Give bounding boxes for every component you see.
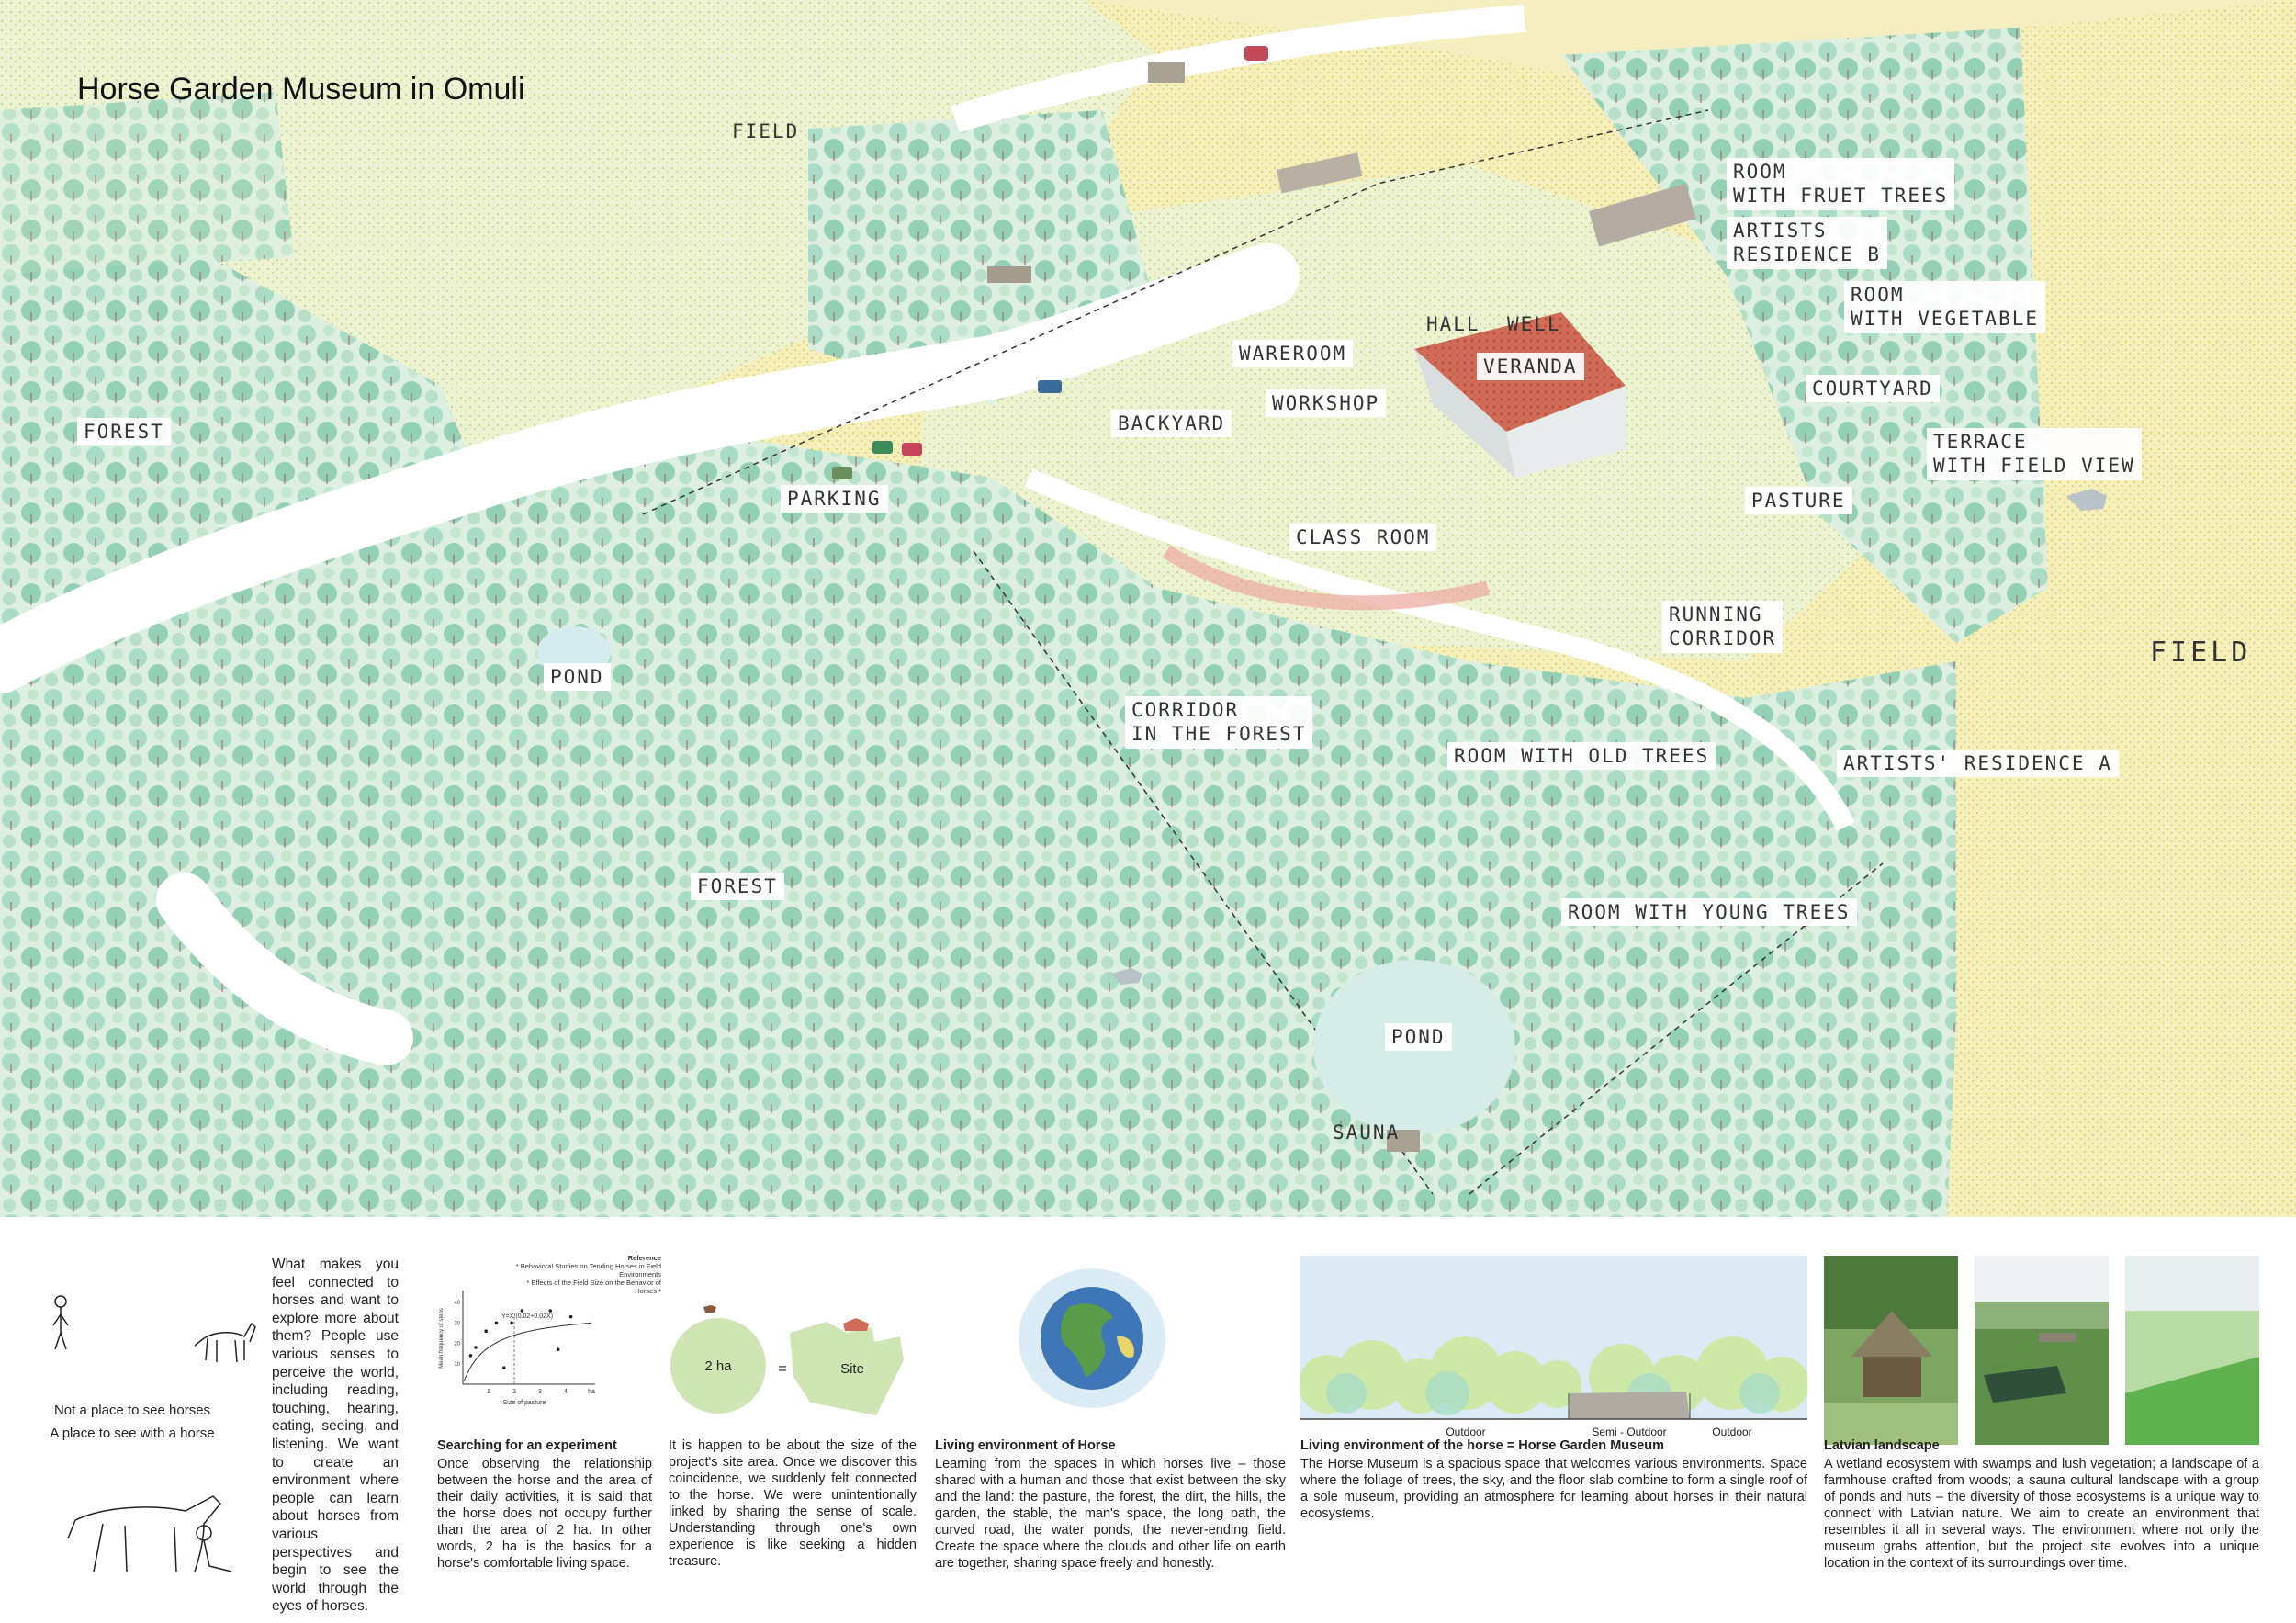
chart-formula: Y=X/(0.02+0.02X) <box>501 1313 554 1320</box>
eq-right: Site <box>840 1361 864 1377</box>
chart-xtick: 1 <box>487 1389 490 1395</box>
living-block <box>935 1437 1286 1572</box>
reference-title: Reference <box>627 1254 661 1262</box>
photo-fields <box>2125 1256 2259 1445</box>
chart-ylabel: Mean frequency of steps <box>439 1308 445 1369</box>
photo-sauna-hut <box>1824 1256 1958 1445</box>
experiment-heading: Searching for an experiment <box>437 1438 617 1453</box>
chart-point <box>548 1309 552 1313</box>
label-courtyard: COURTYARD <box>1806 375 1940 402</box>
label-veranda: VERANDA <box>1477 353 1584 380</box>
chart-xtick: 4 <box>564 1389 568 1395</box>
label-field-top: FIELD <box>732 120 800 142</box>
section-body: The Horse Museum is a spacious space that welcomes various environments. Space where the foliage of trees, the sky, and the floor slab combine to form a single roof of a sole museum, providing an atmosphere for learning about horses in their natural ecosystems. <box>1300 1457 1807 1521</box>
person-horse-sketch <box>37 1291 257 1392</box>
section-heading: Living environment of the horse = Horse Garden Museum <box>1300 1438 1665 1453</box>
label-hall: HALL <box>1426 313 1480 335</box>
experiment-body: Once observing the relationship between the horse and the area of their daily activities, it is said that the horse does not occupy further than the area of 2 ha. In other words, 2 ha is the basics for a horse's comfortable living space. <box>437 1457 652 1571</box>
label-forest-left: FOREST <box>77 418 171 445</box>
chart-point <box>484 1329 488 1333</box>
latvian-heading: Latvian landscape <box>1824 1438 1940 1453</box>
chart-point <box>557 1347 560 1351</box>
reference-2: * Effects of the Field Size on the Behavior of Horses * <box>526 1279 661 1295</box>
label-pond-bottom: POND <box>1385 1023 1452 1051</box>
label-room-young-trees: ROOM WITH YOUNG TREES <box>1561 898 1857 926</box>
label-artists-residence-b: ARTISTS RESIDENCE B <box>1727 217 1887 269</box>
label-wareroom: WAREROOM <box>1232 340 1353 367</box>
chart-point <box>469 1354 473 1358</box>
section-block <box>1300 1437 1807 1522</box>
label-forest-bottom: FOREST <box>691 873 784 900</box>
chart-curve <box>464 1323 591 1381</box>
eq-left: 2 ha <box>704 1358 732 1374</box>
label-running-corridor: RUNNING CORRIDOR <box>1662 601 1783 653</box>
chart-ytick: 40 <box>454 1301 460 1307</box>
label-room-fruit-trees: ROOM WITH FRUET TREES <box>1727 158 1954 210</box>
eq-equals: = <box>778 1361 787 1377</box>
chart-xlabel: Size of pasture <box>502 1400 546 1406</box>
section-semi-outdoor: Semi - Outdoor <box>1592 1426 1667 1438</box>
globe-illustration <box>1014 1265 1170 1412</box>
chart-xtick: 3 <box>538 1389 542 1395</box>
chart-point <box>521 1309 524 1313</box>
living-heading: Living environment of Horse <box>935 1438 1116 1453</box>
section-outdoor-2: Outdoor <box>1712 1426 1752 1438</box>
tagline-line-1: Not a place to see horses <box>53 1403 211 1418</box>
label-artists-residence-a: ARTISTS' RESIDENCE A <box>1837 750 2119 777</box>
tagline-line-2: A place to see with a horse <box>50 1426 215 1441</box>
label-pasture: PASTURE <box>1745 487 1852 514</box>
reference-1: * Behavioral Studies on Tending Horses in Field Environments <box>515 1262 661 1279</box>
latvian-block <box>1824 1437 2259 1572</box>
label-terrace: TERRACE WITH FIELD VIEW <box>1927 428 2142 480</box>
page-title: Horse Garden Museum in Omuli <box>77 72 525 107</box>
chart-point <box>510 1322 513 1325</box>
tagline <box>40 1399 224 1445</box>
label-workshop: WORKSHOP <box>1266 389 1386 417</box>
chart-ytick: 20 <box>454 1341 460 1347</box>
horse-icon <box>703 1305 716 1313</box>
chart-ytick: 30 <box>454 1321 460 1327</box>
label-field-right: FIELD <box>2150 637 2252 669</box>
label-backyard: BACKYARD <box>1111 410 1232 437</box>
chart-point <box>474 1346 478 1349</box>
info-panel <box>0 1217 2296 1623</box>
label-sauna: SAUNA <box>1333 1121 1401 1144</box>
label-pond-left: POND <box>544 663 611 691</box>
chart-point <box>495 1322 499 1325</box>
pasture-chart <box>437 1281 602 1410</box>
coincidence-body: It is happen to be about the size of the project's site area. Once we discover this coincidence, we suddenly felt connected to the horse. We were unintentionally linked by sharing the sense of scale. Understanding through one's own experience is like seeking a hidden treasure. <box>669 1438 917 1569</box>
label-class-room: CLASS ROOM <box>1289 524 1436 551</box>
chart-point <box>569 1315 573 1319</box>
section-drawing <box>1300 1256 1807 1445</box>
label-well: WELL <box>1507 313 1561 335</box>
label-room-vegetable: ROOM WITH VEGETABLE <box>1844 281 2045 333</box>
living-body: Learning from the spaces in which horses live – those shared with a human and those that exist between the sky and the land: the pasture, the forest, the dirt, the hills, the garden, the stable, the man's space, the long path, the curved road, the water ponds, the never-ending field. Create the space where the clouds and other life on earth are together, sharing space freely and honestly. <box>935 1457 1286 1571</box>
label-parking: PARKING <box>781 485 888 513</box>
horse-rider-sketch <box>66 1483 250 1584</box>
chart-point <box>502 1366 506 1369</box>
chart-xtick: 2 <box>512 1389 516 1395</box>
chart-ytick: 10 <box>454 1361 460 1368</box>
museum-roof-icon <box>843 1318 869 1331</box>
experiment-block <box>437 1437 652 1572</box>
area-equation <box>663 1305 939 1425</box>
coincidence-block <box>669 1437 917 1570</box>
label-corridor-forest: CORRIDOR IN THE FOREST <box>1125 696 1312 749</box>
intro-quote: What makes you feel connected to horses and want to explore more about them? People use various senses to perceive the world, including reading, touching, hearing, eating, seeing, and listening. We want to create an environment where people can learn about horses from various perspectives and begin to see the world through the eyes of horses. <box>272 1257 399 1615</box>
chart-xtick: ha <box>588 1389 595 1395</box>
photo-ponds <box>1975 1256 2109 1445</box>
latvian-body: A wetland ecosystem with swamps and lush vegetation; a landscape of a farmhouse crafted from woods; a sauna cultural landscape with a group of ponds and huts – the diversity of those ecosystems is a unique way to connect with Latvian nature. We aim to create an environment that resembles it all in several ways. The environment where not only the museum grabs attention, but the project site evolves into a unique location in the context of its surroundings over time. <box>1824 1457 2259 1571</box>
section-outdoor-1: Outdoor <box>1446 1426 1486 1438</box>
label-room-old-trees: ROOM WITH OLD TREES <box>1447 742 1716 770</box>
